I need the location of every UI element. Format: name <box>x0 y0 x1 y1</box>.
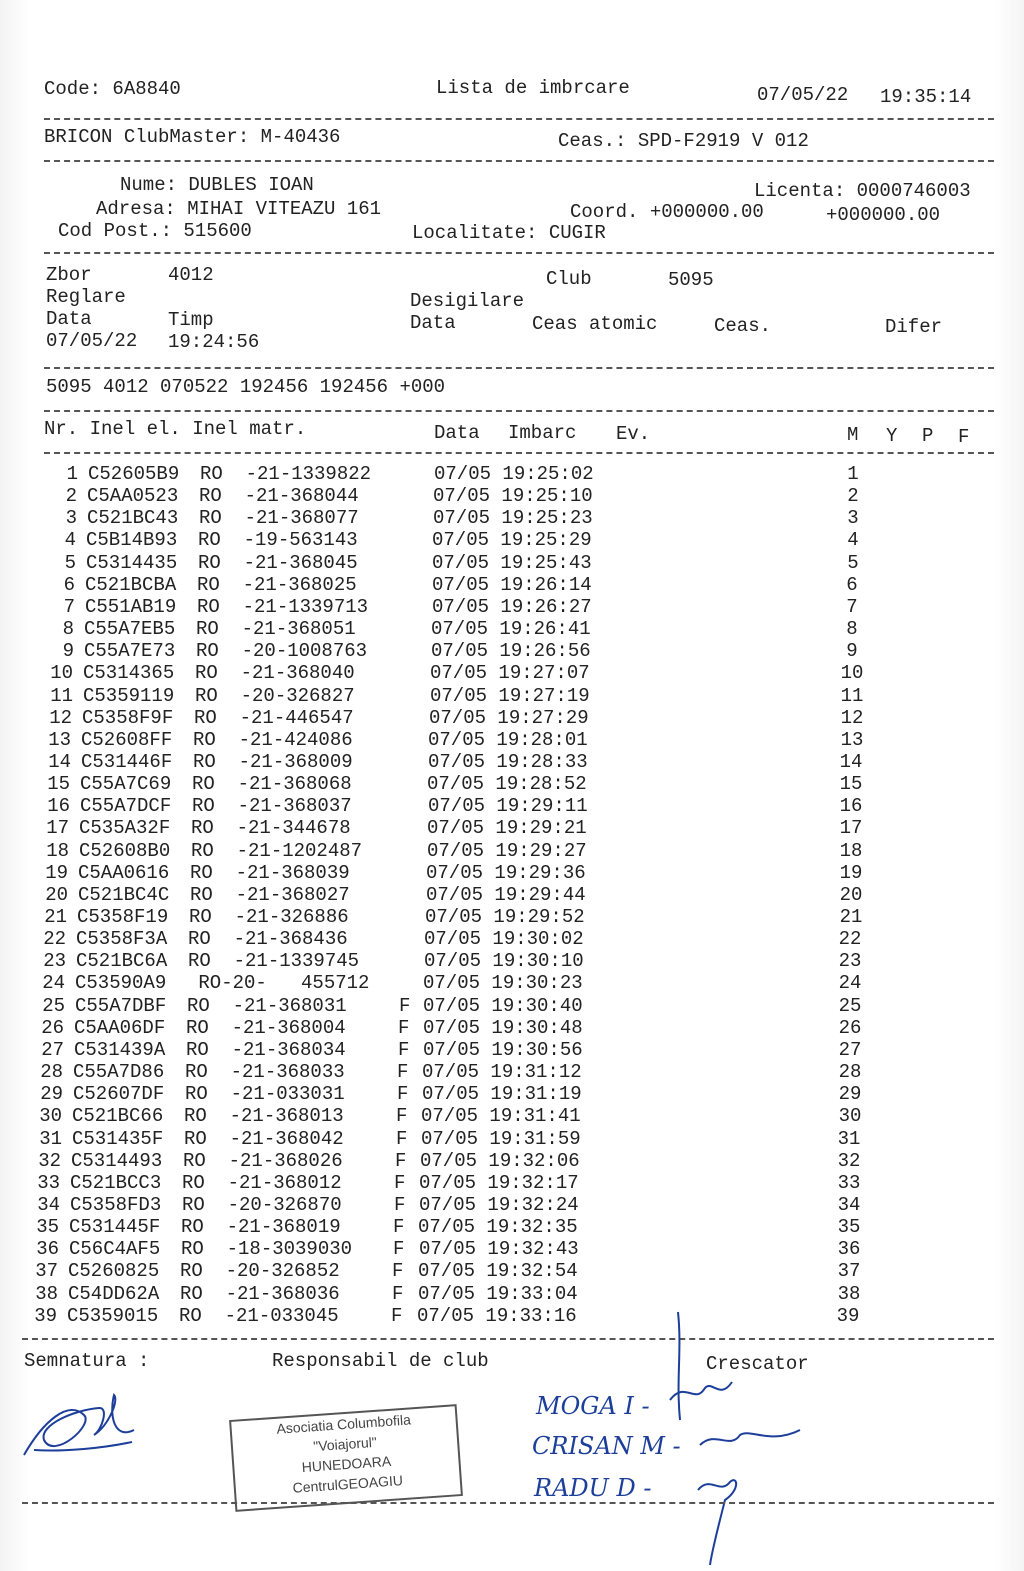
position-index: 4 <box>847 529 859 551</box>
arrival-datetime: 07/05 19:26:14 <box>432 574 592 596</box>
registered-ring: RO -21-368036 <box>180 1283 340 1305</box>
row-number: 5 <box>64 552 76 574</box>
column-header-m: M <box>847 424 859 446</box>
row-number: 39 <box>34 1305 57 1327</box>
position-index: 17 <box>839 817 863 839</box>
handwritten-name-1: MOGA I - <box>536 1392 650 1420</box>
arrival-datetime: 07/05 19:31:19 <box>422 1083 582 1105</box>
arrival-datetime: 07/05 19:27:19 <box>430 685 590 707</box>
arrival-datetime: 07/05 19:26:56 <box>431 640 591 662</box>
electronic-ring: C5358F19 <box>77 906 169 928</box>
position-index: 23 <box>838 950 862 972</box>
position-index: 29 <box>838 1083 862 1105</box>
locality: Localitate: CUGIR <box>412 222 606 244</box>
row-number: 14 <box>48 751 71 773</box>
registered-ring: RO -20-1008763 <box>196 640 368 662</box>
registered-ring: RO -20-326852 <box>180 1260 340 1282</box>
registered-ring: RO -18-3039030 <box>181 1238 353 1260</box>
position-index: 24 <box>838 972 862 994</box>
reglare-time: 19:24:56 <box>168 331 260 353</box>
owner-address: Adresa: MIHAI VITEAZU 161 <box>96 198 382 220</box>
position-index: 6 <box>846 574 858 596</box>
desigilare-date-label: Data <box>410 312 456 334</box>
registered-ring: RO -21-368025 <box>197 574 357 596</box>
row-number: 18 <box>46 840 69 862</box>
arrival-datetime: 07/05 19:27:07 <box>430 662 590 684</box>
flight-label: Zbor <box>46 264 92 286</box>
registered-ring: RO -19-563143 <box>198 529 358 551</box>
difference-label: Difer <box>885 316 943 338</box>
code-label: Code: 6A8840 <box>44 78 181 100</box>
position-index: 12 <box>840 707 864 729</box>
registered-ring: RO -21-368077 <box>199 507 359 529</box>
row-number: 20 <box>45 884 68 906</box>
flight-code-line: 5095 4012 070522 192456 192456 +000 <box>46 376 446 398</box>
position-index: 13 <box>840 729 864 751</box>
arrival-datetime: 07/05 19:33:04 <box>418 1283 578 1305</box>
divider <box>44 252 994 254</box>
registered-ring: RO -21-368033 <box>185 1061 345 1083</box>
event-flag: F <box>399 995 411 1017</box>
arrival-datetime: 07/05 19:30:48 <box>423 1017 583 1039</box>
row-number: 3 <box>65 507 77 529</box>
breeder-signatures <box>640 1310 820 1570</box>
electronic-ring: C5359119 <box>83 685 175 707</box>
registered-ring: RO -21-446547 <box>194 707 354 729</box>
handwritten-name-3: RADU D - <box>534 1474 652 1502</box>
arrival-datetime: 07/05 19:26:27 <box>432 596 592 618</box>
electronic-ring: C551AB19 <box>85 596 177 618</box>
arrival-datetime: 07/05 19:33:16 <box>417 1305 577 1327</box>
row-number: 19 <box>45 862 68 884</box>
reglare-date-label: Data <box>46 308 92 330</box>
column-header-y: Y <box>886 425 898 447</box>
electronic-ring: C52605B9 <box>88 463 180 485</box>
print-time: 19:35:14 <box>880 86 972 108</box>
arrival-datetime: 07/05 19:32:43 <box>419 1238 579 1260</box>
registered-ring: RO -21-368012 <box>182 1172 342 1194</box>
arrival-datetime: 07/05 19:29:21 <box>427 817 587 839</box>
position-index: 39 <box>836 1305 860 1327</box>
position-index: 14 <box>839 751 863 773</box>
position-index: 27 <box>838 1039 862 1061</box>
electronic-ring: C52608B0 <box>79 840 171 862</box>
column-header-imbarc: Imbarc <box>508 422 577 444</box>
event-flag: F <box>397 1061 409 1083</box>
breeder-label: Crescator <box>706 1353 809 1375</box>
clock-label: Ceas. <box>714 315 772 337</box>
club-number: 5095 <box>668 269 714 291</box>
registered-ring: RO -21-368044 <box>199 485 359 507</box>
electronic-ring: C521BC6A <box>76 950 168 972</box>
event-flag: F <box>397 1083 409 1105</box>
event-flag: F <box>396 1128 408 1150</box>
stamp-line: CentrulGEOAGIU <box>292 1472 404 1496</box>
electronic-ring: C5AA0616 <box>78 862 170 884</box>
row-number: 11 <box>50 685 73 707</box>
electronic-ring: C55A7DBF <box>75 995 167 1017</box>
stamp-line: HUNEDOARA <box>301 1452 392 1476</box>
flight-number: 4012 <box>168 264 214 286</box>
atomic-clock-label: Ceas atomic <box>532 313 658 335</box>
row-number: 7 <box>63 596 75 618</box>
position-index: 7 <box>846 596 858 618</box>
arrival-datetime: 07/05 19:26:41 <box>431 618 591 640</box>
row-number: 33 <box>37 1172 60 1194</box>
divider <box>44 367 994 369</box>
row-number: 36 <box>36 1238 59 1260</box>
electronic-ring: C53590A9 <box>75 972 167 994</box>
arrival-datetime: 07/05 19:25:10 <box>433 485 593 507</box>
row-number: 4 <box>64 529 76 551</box>
arrival-datetime: 07/05 19:32:35 <box>418 1216 578 1238</box>
position-index: 32 <box>837 1150 861 1172</box>
position-index: 1 <box>847 463 859 485</box>
arrival-datetime: 07/05 19:29:44 <box>426 884 586 906</box>
registered-ring: RO -21-368045 <box>198 552 358 574</box>
event-flag: F <box>398 1039 410 1061</box>
arrival-datetime: 07/05 19:29:27 <box>427 840 587 862</box>
licence-number: Licenta: 0000746003 <box>754 180 971 202</box>
electronic-ring: C521BC4C <box>78 884 170 906</box>
arrival-datetime: 07/05 19:31:12 <box>422 1061 582 1083</box>
registered-ring: RO -21-368039 <box>190 862 350 884</box>
arrival-datetime: 07/05 19:30:56 <box>423 1039 583 1061</box>
electronic-ring: C55A7E73 <box>84 640 176 662</box>
registered-ring: RO -21-1202487 <box>191 840 363 862</box>
electronic-ring: C55A7D86 <box>73 1061 165 1083</box>
arrival-datetime: 07/05 19:25:02 <box>434 463 594 485</box>
position-index: 22 <box>838 928 862 950</box>
divider <box>44 118 994 120</box>
arrival-datetime: 07/05 19:25:43 <box>432 552 592 574</box>
registered-ring: RO -21-1339822 <box>200 463 372 485</box>
electronic-ring: C54DD62A <box>68 1283 160 1305</box>
arrival-datetime: 07/05 19:29:36 <box>426 862 586 884</box>
position-index: 19 <box>839 862 863 884</box>
column-header-date: Data <box>434 422 480 444</box>
event-flag: F <box>395 1150 407 1172</box>
row-number: 27 <box>41 1039 64 1061</box>
registered-ring: RO -21-368051 <box>196 618 356 640</box>
clubmaster-label: BRICON ClubMaster: M-40436 <box>44 126 341 148</box>
arrival-datetime: 07/05 19:25:29 <box>432 529 592 551</box>
row-number: 31 <box>39 1128 62 1150</box>
reglare-time-label: Timp <box>168 309 214 331</box>
position-index: 36 <box>837 1238 861 1260</box>
postal-code: Cod Post.: 515600 <box>58 220 252 242</box>
registered-ring: RO -21-326886 <box>189 906 349 928</box>
row-number: 25 <box>42 995 65 1017</box>
registered-ring: RO -21-424086 <box>193 729 353 751</box>
position-index: 9 <box>846 640 858 662</box>
registered-ring: RO -21-368042 <box>184 1128 344 1150</box>
position-index: 28 <box>838 1061 862 1083</box>
electronic-ring: C55A7EB5 <box>84 618 176 640</box>
position-index: 25 <box>838 995 862 1017</box>
coord-lon: +000000.00 <box>826 204 941 226</box>
position-index: 10 <box>840 662 864 684</box>
divider <box>44 452 994 454</box>
row-number: 6 <box>63 574 75 596</box>
row-number: 2 <box>65 485 77 507</box>
row-number: 38 <box>35 1283 58 1305</box>
club-label: Club <box>546 268 592 290</box>
registered-ring: RO -21-344678 <box>191 817 351 839</box>
position-index: 3 <box>847 507 859 529</box>
electronic-ring: C531439A <box>74 1039 166 1061</box>
club-stamp <box>229 1404 463 1512</box>
position-index: 2 <box>847 485 859 507</box>
stamp-line: Asociatia Columbofila <box>275 1411 412 1437</box>
divider <box>44 410 994 412</box>
position-index: 21 <box>839 906 863 928</box>
position-index: 16 <box>839 795 863 817</box>
divider <box>22 1502 994 1504</box>
registered-ring: RO -21-1339713 <box>197 596 369 618</box>
arrival-datetime: 07/05 19:32:06 <box>420 1150 580 1172</box>
event-flag: F <box>394 1194 406 1216</box>
row-number: 10 <box>50 662 73 684</box>
electronic-ring: C521BC66 <box>72 1105 164 1127</box>
arrival-datetime: 07/05 19:31:59 <box>421 1128 581 1150</box>
row-number: 17 <box>46 817 69 839</box>
registered-ring: RO -21-368004 <box>186 1017 346 1039</box>
electronic-ring: C5358F3A <box>76 928 168 950</box>
position-index: 34 <box>837 1194 861 1216</box>
document-title: Lista de imbrcare <box>436 77 630 99</box>
column-header-rings: Nr. Inel el. Inel matr. <box>44 418 307 440</box>
position-index: 15 <box>839 773 863 795</box>
registered-ring: RO -20-326827 <box>195 685 355 707</box>
electronic-ring: C55A7DCF <box>80 795 172 817</box>
event-flag: F <box>396 1105 408 1127</box>
electronic-ring: C5314493 <box>71 1150 163 1172</box>
registered-ring: RO -21-033031 <box>185 1083 345 1105</box>
row-number: 1 <box>66 463 78 485</box>
stamp-line: "Voiajorul" <box>312 1433 378 1455</box>
electronic-ring: C52608FF <box>81 729 173 751</box>
electronic-ring: C5314435 <box>86 552 178 574</box>
row-number: 32 <box>38 1150 61 1172</box>
position-index: 8 <box>846 618 858 640</box>
row-number: 12 <box>49 707 72 729</box>
event-flag: F <box>394 1172 406 1194</box>
electronic-ring: C5AA0523 <box>87 485 179 507</box>
electronic-ring: C5358FD3 <box>70 1194 162 1216</box>
registered-ring: RO -20-326870 <box>182 1194 342 1216</box>
registered-ring: RO -21-368040 <box>195 662 355 684</box>
arrival-datetime: 07/05 19:31:41 <box>421 1105 581 1127</box>
electronic-ring: C531446F <box>81 751 173 773</box>
electronic-ring: C531445F <box>69 1216 161 1238</box>
registered-ring: RO -21-368019 <box>181 1216 341 1238</box>
arrival-datetime: 07/05 19:29:11 <box>428 795 588 817</box>
electronic-ring: C55A7C69 <box>80 773 172 795</box>
position-index: 20 <box>839 884 863 906</box>
electronic-ring: C56C4AF5 <box>69 1238 161 1260</box>
registered-ring: RO -21-368013 <box>184 1105 344 1127</box>
position-index: 37 <box>837 1260 861 1282</box>
owner-name: Nume: DUBLES IOAN <box>120 174 314 196</box>
electronic-ring: C521BCC3 <box>70 1172 162 1194</box>
arrival-datetime: 07/05 19:30:02 <box>424 928 584 950</box>
event-flag: F <box>398 1017 410 1039</box>
arrival-datetime: 07/05 19:30:10 <box>424 950 584 972</box>
registered-ring: RO -21-368031 <box>187 995 347 1017</box>
registered-ring: RO -21-1339745 <box>188 950 360 972</box>
position-index: 5 <box>847 552 859 574</box>
divider <box>22 1338 994 1340</box>
row-number: 30 <box>39 1105 62 1127</box>
row-number: 35 <box>36 1216 59 1238</box>
row-number: 24 <box>42 972 65 994</box>
arrival-datetime: 07/05 19:32:24 <box>419 1194 579 1216</box>
divider <box>44 160 994 162</box>
row-number: 8 <box>62 618 74 640</box>
electronic-ring: C521BCBA <box>85 574 177 596</box>
electronic-ring: C535A32F <box>79 817 171 839</box>
arrival-datetime: 07/05 19:30:40 <box>423 995 583 1017</box>
coord-lat: Coord. +000000.00 <box>570 201 764 223</box>
event-flag: F <box>393 1238 405 1260</box>
event-flag: F <box>393 1216 405 1238</box>
row-number: 22 <box>43 928 66 950</box>
arrival-datetime: 07/05 19:27:29 <box>429 707 589 729</box>
arrival-datetime: 07/05 19:25:23 <box>433 507 593 529</box>
position-index: 26 <box>838 1017 862 1039</box>
position-index: 18 <box>839 840 863 862</box>
row-number: 23 <box>43 950 66 972</box>
arrival-datetime: 07/05 19:28:52 <box>427 773 587 795</box>
row-number: 26 <box>41 1017 64 1039</box>
row-number: 15 <box>47 773 70 795</box>
registered-ring: RO -21-368037 <box>192 795 352 817</box>
registered-ring: RO -21-368034 <box>186 1039 346 1061</box>
position-index: 35 <box>837 1216 861 1238</box>
registered-ring: RO -21-368026 <box>183 1150 343 1172</box>
row-number: 13 <box>48 729 71 751</box>
event-flag: F <box>392 1283 404 1305</box>
position-index: 38 <box>837 1283 861 1305</box>
column-header-ev: Ev. <box>616 423 651 445</box>
arrival-datetime: 07/05 19:28:33 <box>428 751 588 773</box>
registered-ring: RO -21-368027 <box>190 884 350 906</box>
row-number: 37 <box>35 1260 58 1282</box>
event-flag: F <box>392 1260 404 1282</box>
registered-ring: RO -21-033045 <box>179 1305 339 1327</box>
row-number: 9 <box>62 640 74 662</box>
column-header-f: F <box>958 426 970 448</box>
arrival-datetime: 07/05 19:29:52 <box>425 906 585 928</box>
electronic-ring: C5260825 <box>68 1260 160 1282</box>
arrival-datetime: 07/05 19:30:23 <box>423 972 583 994</box>
reglare-date: 07/05/22 <box>46 330 138 352</box>
column-header-p: P <box>922 425 934 447</box>
row-number: 21 <box>44 906 67 928</box>
position-index: 33 <box>837 1172 861 1194</box>
registered-ring: RO -21-368068 <box>192 773 352 795</box>
registered-ring: RO -21-368009 <box>193 751 353 773</box>
row-number: 29 <box>40 1083 63 1105</box>
position-index: 31 <box>837 1128 861 1150</box>
electronic-ring: C521BC43 <box>87 507 179 529</box>
handwritten-name-2: CRISAN M - <box>532 1432 681 1460</box>
registered-ring: RO-20- 455712 <box>187 972 370 994</box>
arrival-datetime: 07/05 19:28:01 <box>428 729 588 751</box>
reglare-label: Reglare <box>46 286 126 308</box>
signature-label: Semnatura : <box>24 1350 150 1372</box>
ceas-label: Ceas.: SPD-F2919 V 012 <box>558 130 809 152</box>
arrival-datetime: 07/05 19:32:54 <box>418 1260 578 1282</box>
electronic-ring: C5358F9F <box>82 707 174 729</box>
position-index: 30 <box>838 1105 862 1127</box>
row-number: 34 <box>37 1194 60 1216</box>
event-flag: F <box>391 1305 403 1327</box>
print-date: 07/05/22 <box>757 84 849 106</box>
electronic-ring: C5314365 <box>83 662 175 684</box>
row-number: 16 <box>47 795 70 817</box>
arrival-datetime: 07/05 19:32:17 <box>419 1172 579 1194</box>
club-responsible-label: Responsabil de club <box>272 1350 489 1372</box>
row-number: 28 <box>40 1061 63 1083</box>
electronic-ring: C52607DF <box>73 1083 165 1105</box>
signature-scribble-left <box>14 1380 144 1470</box>
electronic-ring: C5AA06DF <box>74 1017 166 1039</box>
position-index: 11 <box>840 685 864 707</box>
registered-ring: RO -21-368436 <box>188 928 348 950</box>
electronic-ring: C5359015 <box>67 1305 159 1327</box>
electronic-ring: C531435F <box>72 1128 164 1150</box>
electronic-ring: C5B14B93 <box>86 529 178 551</box>
desigilare-label: Desigilare <box>410 290 525 312</box>
